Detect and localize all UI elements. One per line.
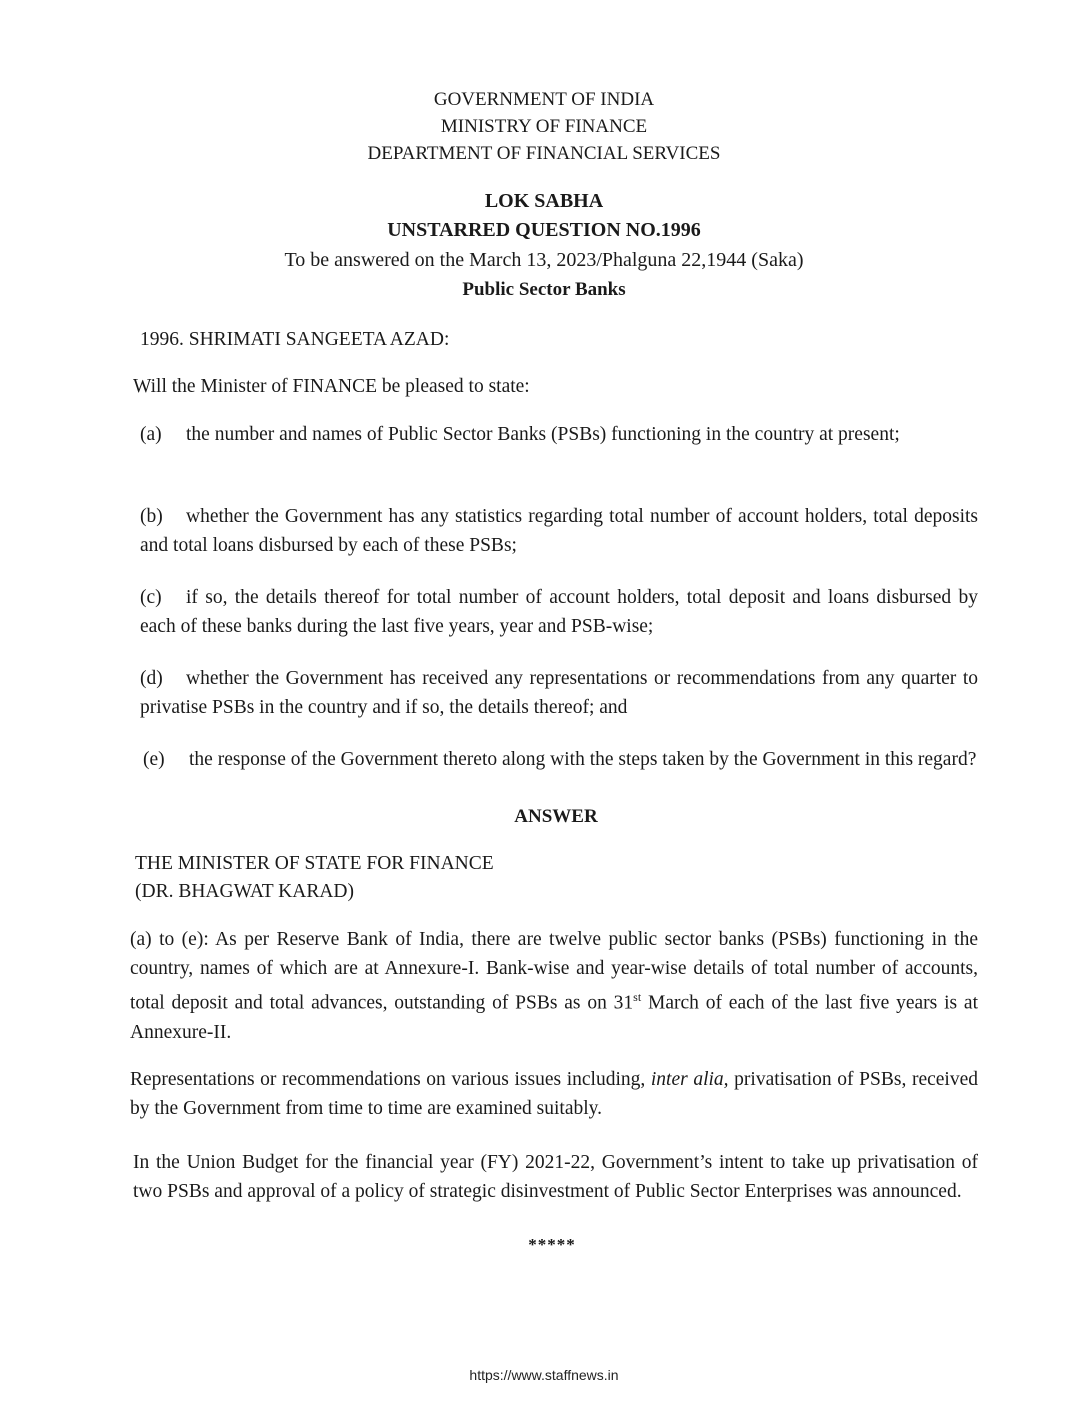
question-text: if so, the details thereof for total number of account holders, total deposit and loans disbursed by each of these banks during the last five years, year and PSB-wise; — [140, 587, 978, 637]
footer-url: https://www.staffnews.in — [469, 1367, 619, 1383]
subject-title: Public Sector Banks — [462, 279, 626, 300]
header-department: DEPARTMENT OF FINANCIAL SERVICES — [367, 143, 721, 164]
answer-heading: ANSWER — [514, 806, 598, 827]
house-title: LOK SABHA — [484, 190, 604, 212]
question-number: UNSTARRED QUESTION NO.1996 — [387, 219, 701, 241]
question-a — [140, 420, 978, 449]
question-label: (b) — [140, 506, 163, 527]
question-label: (c) — [140, 587, 162, 608]
question-text: whether the Government has received any representations or recommendations from any quarter to privatise PSBs in the country and if so, the details thereof; and — [140, 668, 978, 718]
answer-date: To be answered on the March 13, 2023/Phalguna 22,1944 (Saka) — [284, 249, 804, 271]
minister-name: (DR. BHAGWAT KARAD) — [135, 881, 355, 902]
question-d — [140, 664, 978, 722]
question-b — [140, 502, 978, 560]
answer-paragraph-3: In the Union Budget for the financial year (FY) 2021-22, Government’s intent to take up privatisation of two PSBs and approval of a policy of strategic disinvestment of Public Sector Enterprises was announced. — [133, 1152, 978, 1202]
inter-alia-italic: inter alia, — [650, 1069, 729, 1090]
question-text: the number and names of Public Sector Banks (PSBs) functioning in the country at present; — [186, 424, 900, 445]
question-text: whether the Government has any statistics regarding total number of account holders, total deposits and total loans disbursed by each of these PSBs; — [140, 506, 978, 556]
answer-paragraph-2: Representations or recommendations on various issues including, inter alia, privatisation of PSBs, received by the Government from time to time are examined suitably. — [130, 1069, 978, 1119]
intro-line: Will the Minister of FINANCE be pleased to state: — [133, 376, 530, 397]
question-e — [143, 745, 978, 774]
minister-title: THE MINISTER OF STATE FOR FINANCE — [135, 853, 494, 874]
asker-line: 1996. SHRIMATI SANGEETA AZAD: — [140, 329, 450, 350]
question-label: (a) — [140, 424, 162, 445]
end-mark: ***** — [528, 1235, 576, 1254]
question-text: the response of the Government thereto along with the steps taken by the Government in this regard? — [189, 749, 977, 770]
question-label: (d) — [140, 668, 163, 689]
question-label: (e) — [143, 749, 165, 770]
header-government: GOVERNMENT OF INDIA — [433, 89, 655, 110]
question-c — [140, 583, 978, 641]
ordinal-suffix: st — [633, 990, 642, 1004]
answer-paragraph-1: (a) to (e): As per Reserve Bank of India, there are twelve public sector banks (PSBs) functioning in the country, names of which are at Annexure-I. Bank-wise and year-wise details of total number of accounts, total deposit and total advances, outstanding of PSBs as on 31st March of each of the last five years is at Annexure-II. — [130, 929, 978, 1043]
header-ministry: MINISTRY OF FINANCE — [440, 116, 648, 137]
